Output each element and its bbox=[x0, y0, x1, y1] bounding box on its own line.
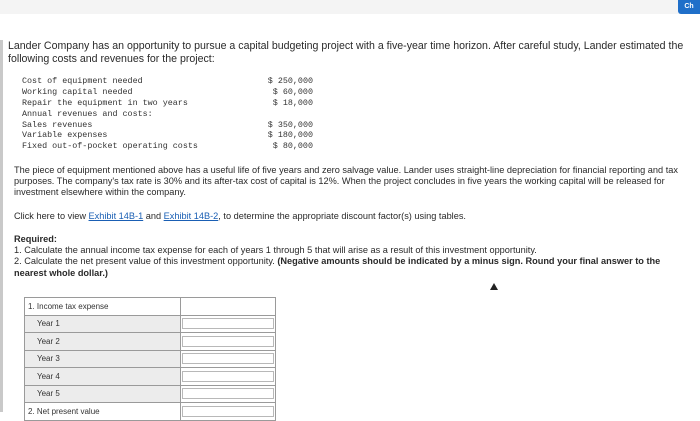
requirement-1: 1. Calculate the annual income tax expense for each of years 1 through 5 that will arise as a result of this investment opportunity. bbox=[14, 245, 537, 256]
spec-label: Working capital needed bbox=[22, 86, 133, 97]
npv-label: 2. Net present value bbox=[25, 403, 181, 421]
click-suffix: , to determine the appropriate discount factor(s) using tables. bbox=[218, 211, 466, 221]
spec-value: $ 180,000 bbox=[267, 130, 313, 141]
table-row bbox=[25, 350, 276, 368]
table-row bbox=[25, 315, 276, 333]
required-section bbox=[14, 234, 684, 279]
spec-label: Fixed out-of-pocket operating costs bbox=[22, 141, 198, 152]
spec-value: $ 250,000 bbox=[267, 76, 313, 86]
year-1-label: Year 1 bbox=[25, 315, 181, 333]
left-margin-bar bbox=[0, 40, 3, 412]
income-tax-header: 1. Income tax expense bbox=[25, 298, 181, 316]
year-5-cell bbox=[181, 385, 276, 403]
table-row bbox=[25, 385, 276, 403]
required-heading: Required: bbox=[14, 234, 57, 244]
mouse-cursor-icon bbox=[490, 283, 498, 290]
spec-value: $ 60,000 bbox=[272, 86, 313, 97]
year-4-input[interactable] bbox=[182, 371, 274, 382]
spec-label: Repair the equipment in two years bbox=[22, 97, 188, 108]
year-1-input[interactable] bbox=[182, 318, 274, 329]
requirement-2-note: (Negative amounts should be indicated by a minus sign. Round your final answer to the nearest whole dollar.) bbox=[14, 256, 661, 278]
click-middle: and bbox=[143, 211, 164, 221]
chapter-badge[interactable]: Ch bbox=[678, 0, 700, 14]
year-3-input[interactable] bbox=[182, 353, 274, 364]
click-prefix: Click here to view bbox=[14, 211, 89, 221]
year-1-cell bbox=[181, 315, 276, 333]
year-2-label: Year 2 bbox=[25, 333, 181, 351]
exhibit-14b-1-link[interactable]: Exhibit 14B-1 bbox=[88, 211, 144, 221]
top-strip bbox=[0, 0, 700, 14]
requirement-2 bbox=[14, 256, 684, 278]
year-3-cell bbox=[181, 350, 276, 368]
spec-label: Sales revenues bbox=[22, 119, 93, 130]
project-description: The piece of equipment mentioned above has a useful life of five years and zero salvage value. Lander uses straight-line depreciation for financial reporting and tax purposes. The company's tax rate is 30% and its after-tax cost of capital is 12%. When the project concludes in five years the working capital will be released for investment elsewhere within the company. bbox=[14, 165, 678, 197]
npv-input[interactable] bbox=[182, 406, 274, 417]
spec-value: $ 80,000 bbox=[272, 141, 313, 152]
exhibit-14b-2-link[interactable]: Exhibit 14B-2 bbox=[163, 211, 219, 221]
exhibit-instruction bbox=[14, 211, 466, 221]
spec-value: $ 18,000 bbox=[272, 97, 313, 108]
table-row bbox=[25, 298, 276, 316]
year-4-cell bbox=[181, 368, 276, 386]
year-4-label: Year 4 bbox=[25, 368, 181, 386]
year-2-cell bbox=[181, 333, 276, 351]
table-row bbox=[25, 333, 276, 351]
year-5-input[interactable] bbox=[182, 388, 274, 399]
answer-table bbox=[24, 297, 276, 421]
intro-text: Lander Company has an opportunity to pursue a capital budgeting project with a five-year time horizon. After careful study, Lander estimated the following costs and revenues for the project: bbox=[8, 40, 684, 65]
npv-cell bbox=[181, 403, 276, 421]
year-5-label: Year 5 bbox=[25, 385, 181, 403]
header-input-cell bbox=[181, 298, 276, 316]
spec-value: $ 350,000 bbox=[267, 119, 313, 130]
requirement-2-text: 2. Calculate the net present value of this investment opportunity. bbox=[14, 256, 278, 267]
table-row bbox=[25, 403, 276, 421]
spec-label: Variable expenses bbox=[22, 130, 108, 141]
year-2-input[interactable] bbox=[182, 336, 274, 347]
spec-label: Annual revenues and costs: bbox=[22, 108, 153, 119]
spec-label: Cost of equipment needed bbox=[22, 76, 143, 86]
table-row bbox=[25, 368, 276, 386]
year-3-label: Year 3 bbox=[25, 350, 181, 368]
